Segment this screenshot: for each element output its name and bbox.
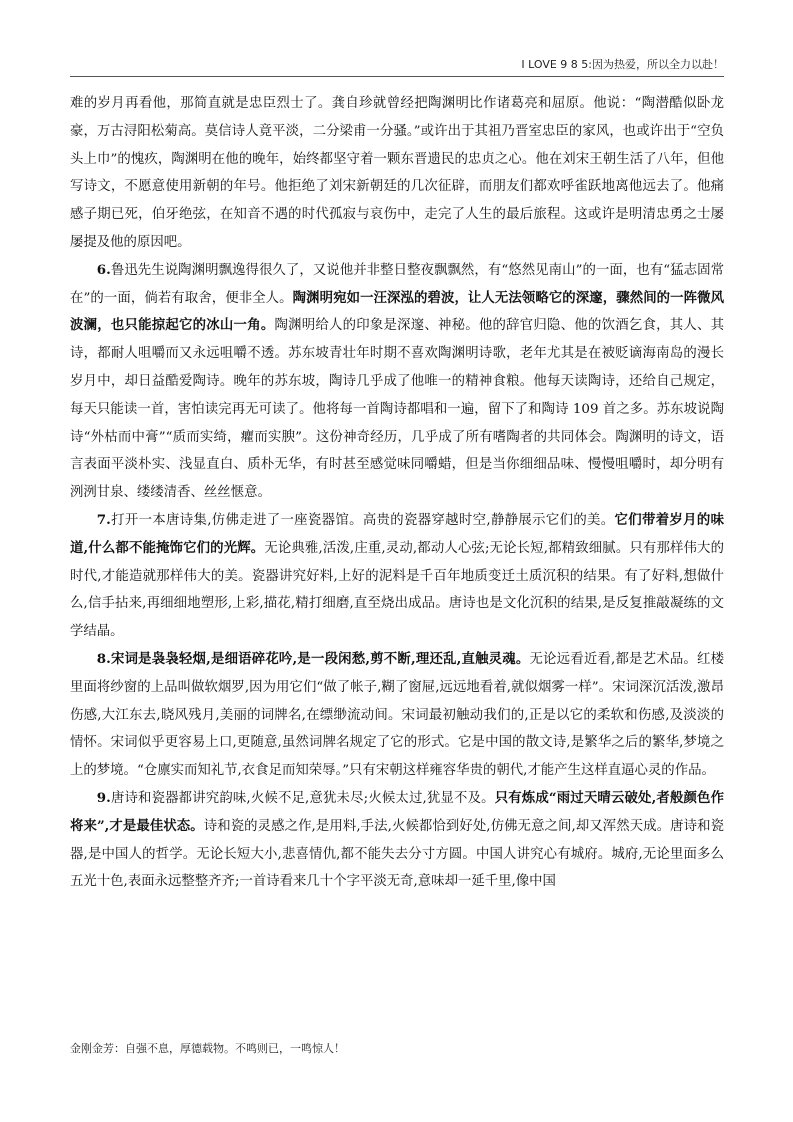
paragraph-continuation: [70, 90, 724, 257]
paragraph-text: 陶渊明给人的印象是深邃、神秘。他的辞官归隐、他的饮酒乞食，其人、其诗，都耐人咀嚼而又永远咀嚼不透。苏东坡青壮年时期不喜欢陶渊明诗歌，老年尤其是在被贬谪海南岛的漫长岁月中，却日益酷爱陶诗。晚年的苏东坡，陶诗几乎成了他唯一的精神食粮。他每天读陶诗，还给自己规定，每天只能读一首，害怕读完再无可读了。他将每一首陶诗都唱和一遍，留下了和陶诗 109 首之多。苏东坡说陶诗“外枯而中膏”“质而实绮，癯而实腴”。这份神奇经历，几乎成了所有嗜陶者的共同体会。陶渊明的诗文，语言表面平淡朴实、浅显直白、质朴无华，有时甚至感觉味同嚼蜡，但是当你细细品味、慢慢咀嚼时，却分明有洌洌甘泉、缕缕清香、丝丝惬意。: [70, 318, 725, 501]
paragraph-text: 无论远看近看,都是艺术品。红楼里面将纱窗的上品叫做软烟罗,因为用它们“做了帐子,糊了窗屉,远远地看着,就似烟雾一样”。宋词深沉活泼,激昂伤感,大江东去,晓风残月,美丽的词牌名,在缥缈流动间。宋词最初触动我们的,正是以它的柔软和伤感,及淡淡的情怀。宋词似乎更容易上口,更随意,虽然词牌名规定了它的形式。它是中国的散文诗,是繁华之后的繁华,梦境之上的梦境。“仓廪实而知礼节,衣食足而知荣辱。”只有宋朝这样雍容华贵的朝代,才能产生这样直逼心灵的作品。: [70, 651, 724, 779]
key-sentence: 陶渊明宛如一汪深泓的碧波，让人无法领略它的深邃，骤然间的一阵微风波澜，也只能掠起它的冰山一角。: [70, 289, 724, 334]
page-footer: 金刚金芳：自强不息，厚德载物。不鸣则已，一鸣惊人！: [70, 1042, 345, 1055]
paragraph-text: 诗和瓷的灵感之作,是用料,手法,火候都恰到好处,仿佛无意之间,却又浑然天成。唐诗和瓷器,是中国人的哲学。无论长短大小,悲喜情仇,都不能失去分寸方圆。中国人讲究心有城府。城府,无论里面多么五光十色,表面永远整整齐齐;一首诗看来几十个字平淡无奇,意味却一延千里,像中国: [70, 818, 725, 890]
paragraph-number: 7.: [96, 511, 111, 528]
paragraph-text: 难的岁月再看他，那简直就是忠臣烈士了。龚自珍就曾经把陶渊明比作诸葛亮和屈原。他说：“陶潜酷似卧龙豪，万古浔阳松菊高。莫信诗人竟平淡，二分梁甫一分骚。”或许出于其祖乃晋室忠臣的家风，也或许出于“空负头上巾”的愧疚，陶渊明在他的晚年，始终都坚守着一颗东晋遗民的忠贞之心。他在刘宋王朝生活了八年，但他写诗文，不愿意使用新朝的年号。他拒绝了刘宋新朝廷的几次征辟，而朋友们都欢呼雀跃地离他远去了。他痛感子期已死，伯牙绝弦，在知音不遇的时代孤寂与哀伤中，走完了人生的最后旅程。这或许是明清忠勇之士屡屡提及他的原因吧。: [70, 96, 724, 250]
key-sentence: 它们带着岁月的味道,什么都不能掩饰它们的光辉。: [70, 511, 725, 556]
paragraph-6: [70, 257, 724, 507]
paragraph-text: 唐诗和瓷器都讲究韵味,火候不足,意犹未尽;火候太过,犹显不及。: [110, 790, 495, 806]
key-sentence: 只有炼成“雨过天晴云破处,者般颜色作将来”,才是最佳状态。: [70, 789, 724, 834]
article-body: [70, 90, 724, 896]
paragraph-9: [70, 785, 724, 896]
paragraph-8: [70, 646, 724, 785]
paragraph-text: 鲁迅先生说陶渊明飘逸得很久了，又说他并非整日整夜飘飘然，有“悠然见南山”的一面，也有“猛志固常在”的一面，倘若有取舍，便非全人。: [70, 262, 724, 306]
paragraph-number: 9.: [96, 789, 111, 806]
paragraph-text: 打开一本唐诗集,仿佛走进了一座瓷器馆。高贵的瓷器穿越时空,静静展示它们的美。: [110, 512, 615, 528]
key-sentence: 8.宋词是袅袅轻烟,是细语碎花吟,是一段闲愁,剪不断,理还乱,直触灵魂。: [96, 650, 530, 667]
paragraph-text: 无论典雅,活泼,庄重,灵动,都动人心弦;无论长短,都精致细腻。只有那样伟大的时代,才能造就那样伟大的美。瓷器讲究好料,上好的泥料是千百年地质变迁土质沉积的结果。有了好料,想做什么,信手拈来,再细细地塑形,上彩,描花,精打细磨,直至烧出成品。唐诗也是文化沉积的结果,是反复推敲凝练的文学结晶。: [70, 540, 724, 640]
header-rule: [70, 76, 724, 77]
paragraph-number: 6.: [96, 261, 111, 278]
paragraph-7: [70, 507, 724, 646]
page-header: I LOVE 9 8 5:因为热爱，所以全力以赴！: [521, 58, 724, 71]
